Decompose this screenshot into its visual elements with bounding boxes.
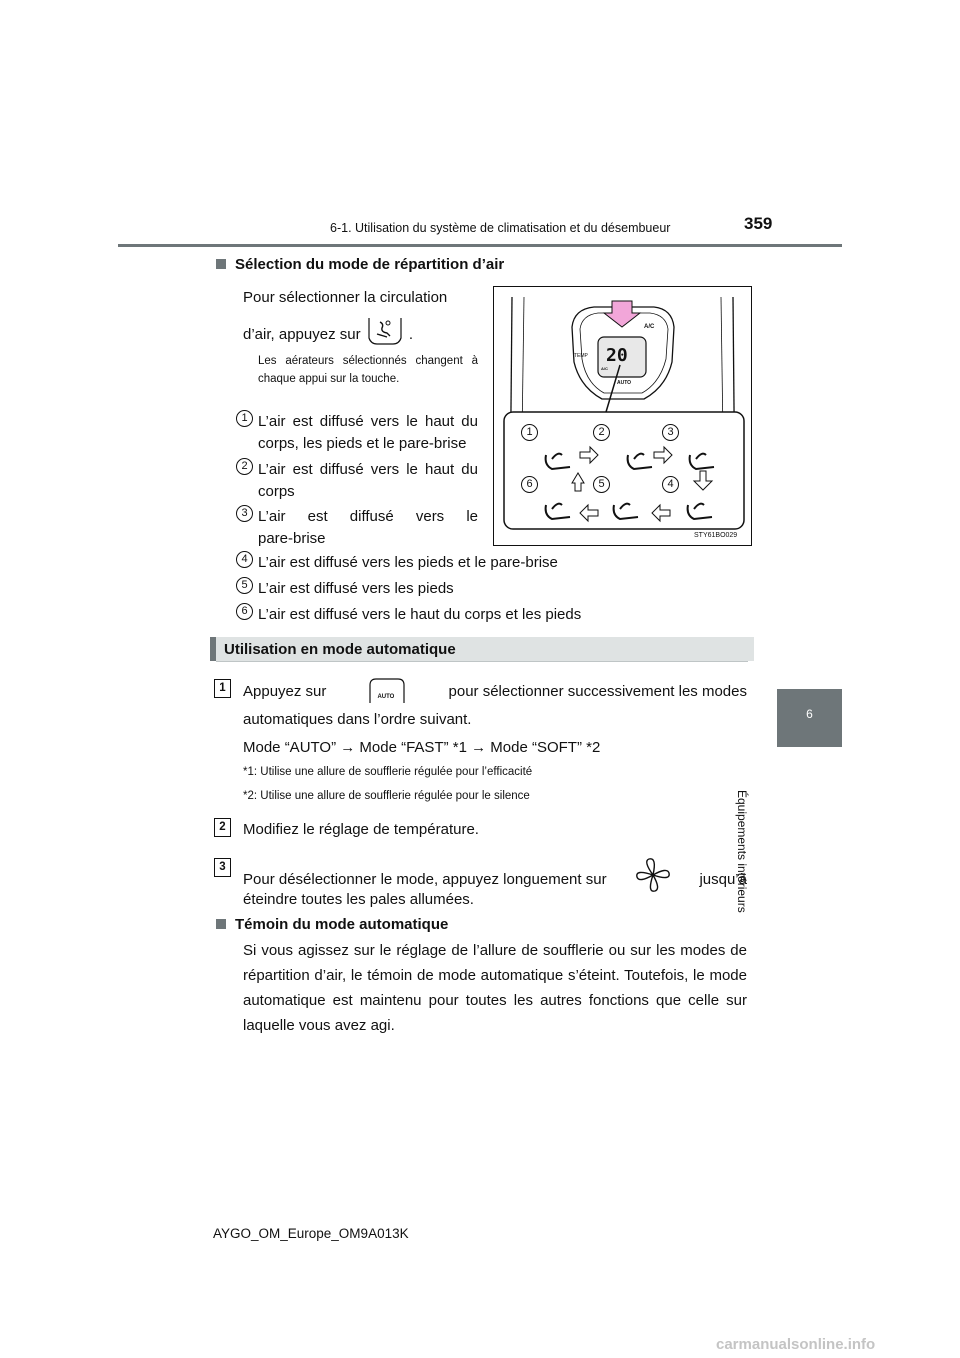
footer-code: AYGO_OM_Europe_OM9A013K — [213, 1226, 409, 1241]
figure-air-distribution — [493, 286, 752, 546]
callout-2: 2 — [236, 458, 253, 475]
figure-auto-label: AUTO — [617, 380, 632, 386]
step-3-after: jusqu’à — [699, 870, 747, 888]
chapter-label: Équipements intérieurs — [735, 790, 749, 913]
item-5-text: L’air est diffusé vers les pieds — [258, 580, 454, 597]
callout-1: 1 — [236, 410, 253, 427]
step-2-number: 2 — [214, 818, 231, 837]
bullet-square-icon — [216, 259, 226, 269]
mode-sequence: Mode “AUTO” → Mode “FAST” *1 → Mode “SOFT” *2 — [243, 739, 601, 756]
item-2-line2: corps — [258, 483, 295, 500]
bullet-square-icon-2 — [216, 919, 226, 929]
callout-3: 3 — [236, 505, 253, 522]
item-3-line2: pare-brise — [258, 530, 326, 547]
figure-code: STY61BO029 — [694, 532, 738, 539]
item-6-text: L’air est diffusé vers le haut du corps et les pieds — [258, 606, 582, 623]
section-heading-text: Sélection du mode de répartition d’air — [235, 256, 505, 273]
sub-heading — [216, 916, 448, 933]
figure-callout-6: 6 — [521, 476, 538, 493]
section-heading — [216, 256, 504, 273]
footnote-2: *2: Utilise une allure de soufflerie régulée pour le silence — [243, 790, 530, 802]
step-3-before: Pour désélectionner le mode, appuyez longuement sur — [243, 870, 607, 888]
intro-text: d’air, appuyez sur — [243, 325, 361, 343]
sub-heading-text: Témoin du mode automatique — [235, 916, 449, 933]
step-3-line2: éteindre toutes les pales allumées. — [243, 891, 474, 908]
intro-line1: Pour sélectionner la circulation — [243, 289, 448, 306]
header-rule — [118, 244, 842, 247]
step-1-line2: automatiques dans l’ordre suivant. — [243, 711, 472, 728]
band-rule — [216, 661, 748, 662]
auto-button-icon — [368, 677, 406, 705]
step-1-number: 1 — [214, 679, 231, 698]
item-2-line1: L’air est diffusé vers le haut du — [258, 461, 478, 478]
figure-ac-small-label: A/C — [601, 366, 608, 371]
footnote-1: *1: Utilise une allure de soufflerie régulée pour l’efficacité — [243, 766, 533, 778]
figure-callout-4: 4 — [662, 476, 679, 493]
item-4-text: L’air est diffusé vers les pieds et le pare-brise — [258, 554, 558, 571]
figure-callout-3: 3 — [662, 424, 679, 441]
figure-temp-label: TEMP — [574, 353, 588, 359]
step-3-number: 3 — [214, 858, 231, 877]
item-3-line1: L’air est diffusé vers le — [258, 508, 478, 525]
intro-line2 — [243, 316, 413, 354]
figure-display-temp: 20 — [606, 345, 628, 366]
running-header: 6-1. Utilisation du système de climatisation et du désembueur — [330, 221, 671, 235]
figure-callout-2: 2 — [593, 424, 610, 441]
figure-callout-1: 1 — [521, 424, 538, 441]
page-number: 359 — [744, 214, 773, 233]
item-1-line2: corps, les pieds et le pare-brise — [258, 435, 467, 452]
air-mode-button-icon — [365, 316, 405, 354]
step-1-before: Appuyez sur — [243, 682, 327, 700]
watermark: carmanualsonline.info — [716, 1336, 876, 1353]
callout-5: 5 — [236, 577, 253, 594]
step-2-text: Modifiez le réglage de température. — [243, 821, 479, 838]
auto-indicator-paragraph: Si vous agissez sur le réglage de l’allure de soufflerie ou sur les modes de répartition d’air, le témoin de mode automatique s’éteint. Toutefois, le mode automatique est maintenu pour toutes les autres fonctions que celle sur laquelle vous avez agi. — [243, 942, 747, 1034]
note-text: Les aérateurs sélectionnés changent à chaque appui sur la touche. — [258, 355, 478, 385]
callout-6: 6 — [236, 603, 253, 620]
band-heading-text: Utilisation en mode automatique — [224, 641, 456, 658]
intro-period: . — [408, 325, 414, 343]
figure-callout-5: 5 — [593, 476, 610, 493]
item-1-line1: L’air est diffusé vers le haut du — [258, 413, 478, 430]
step-1-after: pour sélectionner successivement les modes — [448, 682, 747, 700]
figure-ac-label: A/C — [644, 324, 655, 330]
chapter-number: 6 — [806, 707, 813, 721]
auto-button-label: AUTO — [377, 694, 395, 700]
callout-4: 4 — [236, 551, 253, 568]
step-1-line1 — [243, 677, 747, 705]
fan-icon — [633, 857, 673, 901]
